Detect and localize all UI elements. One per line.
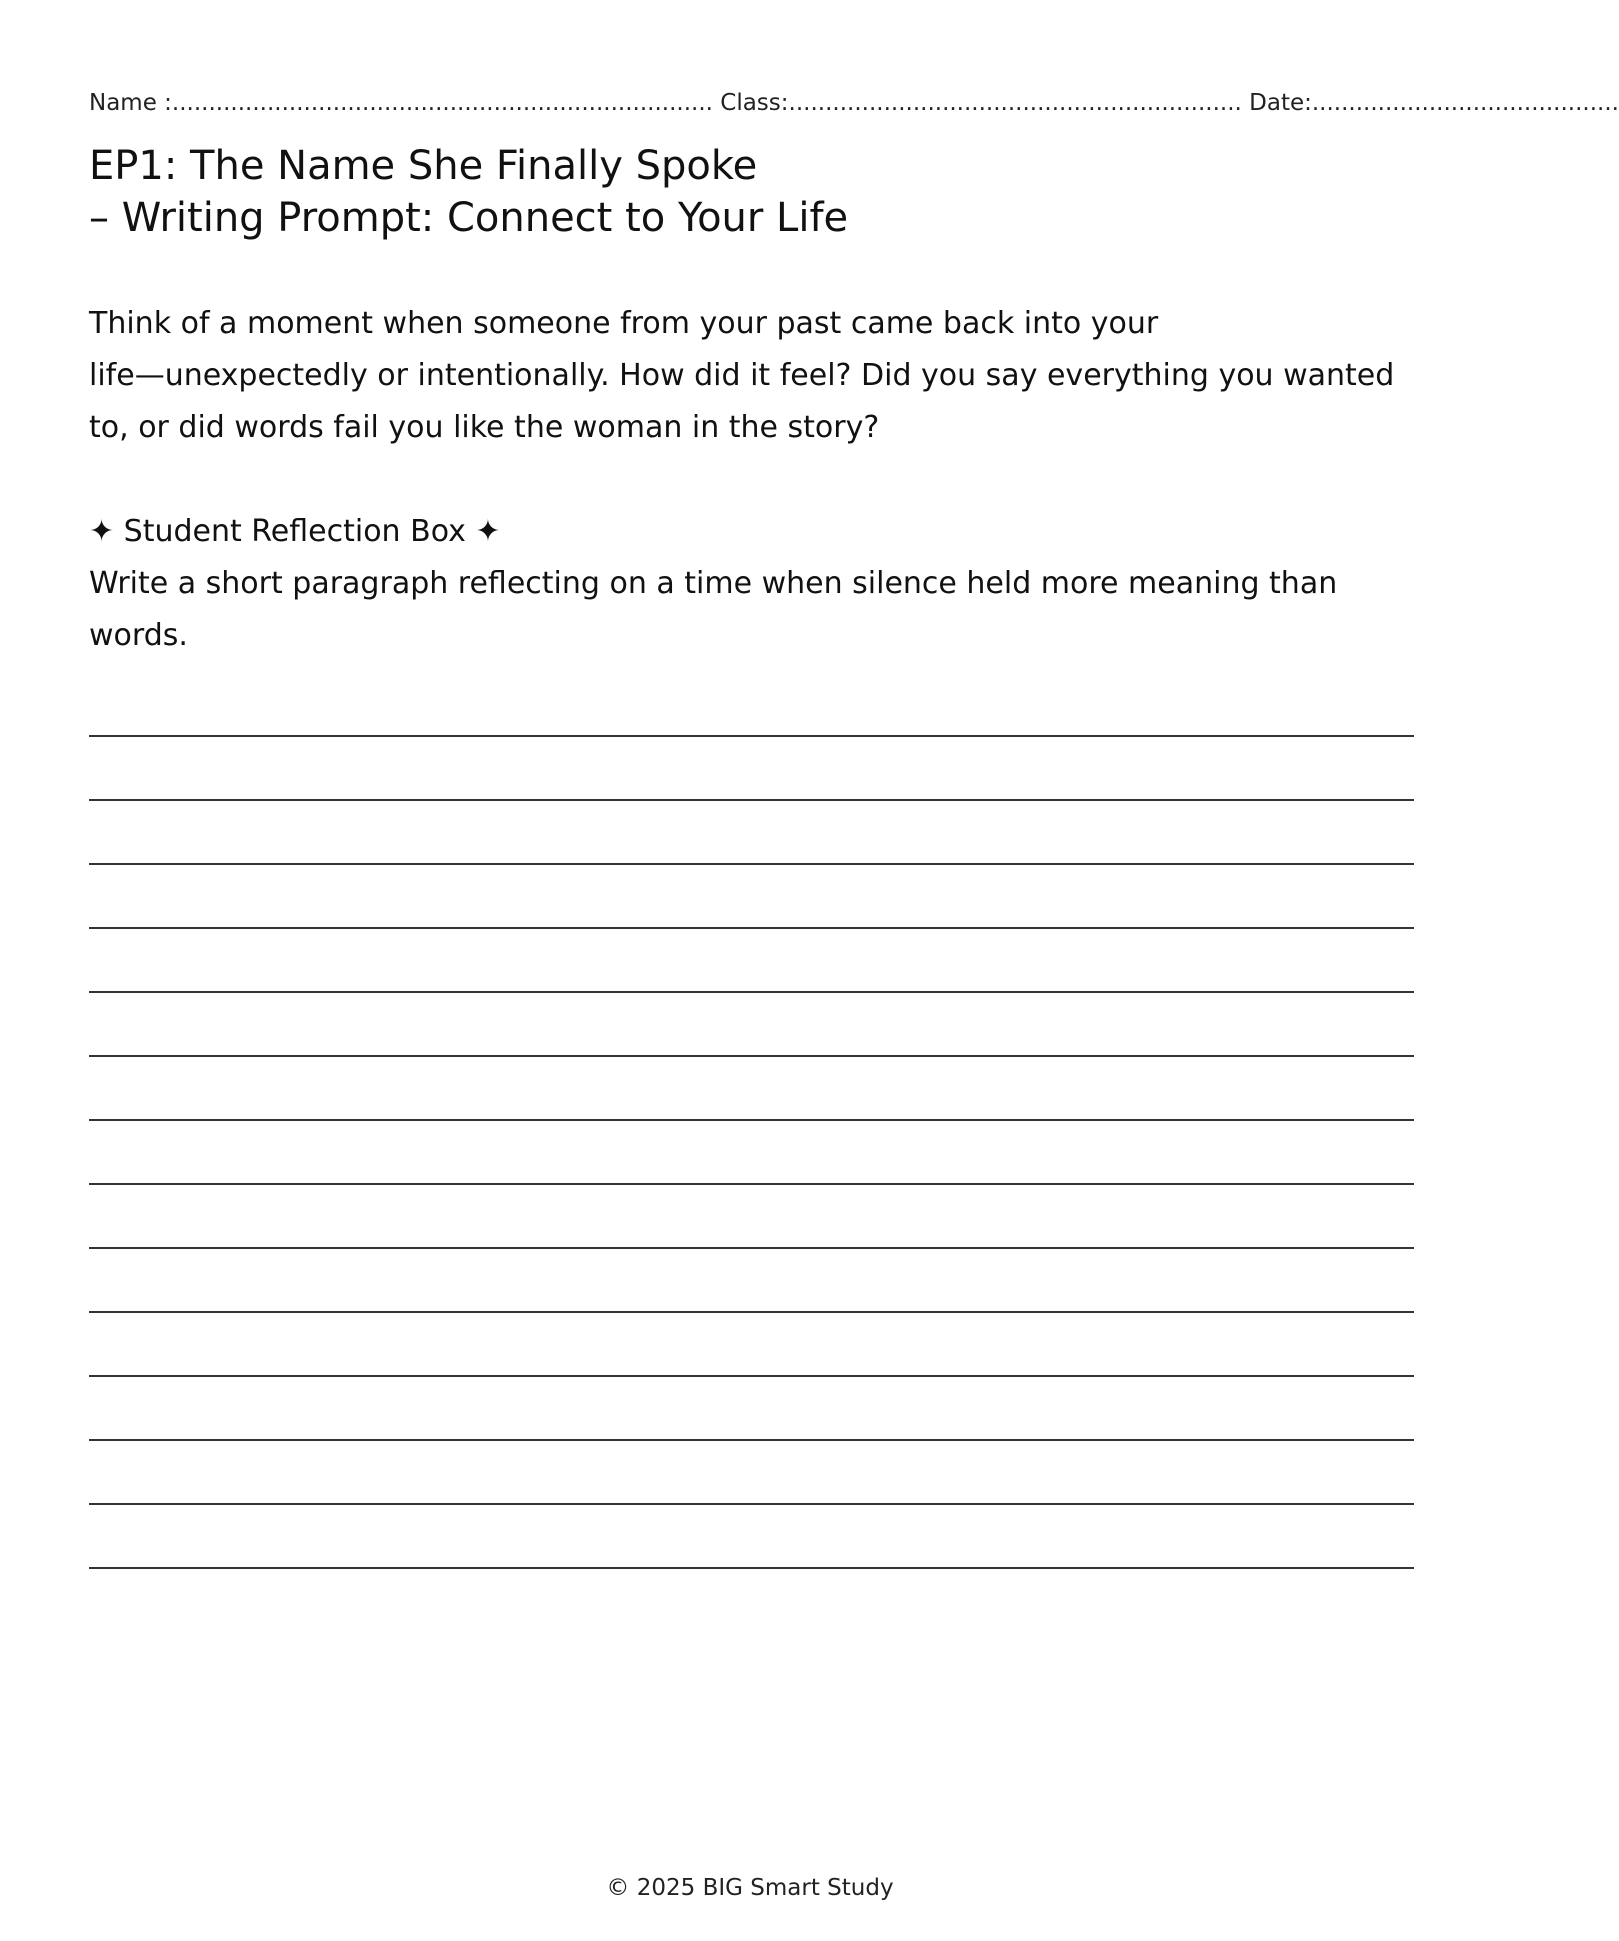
class-blank: .............................................................. bbox=[788, 90, 1242, 116]
prompt-line-2: life—unexpectedly or intentionally. How did it feel? Did you say everything you wanted bbox=[89, 358, 1395, 393]
writing-line[interactable] bbox=[89, 799, 1414, 801]
title-line-2: – Writing Prompt: Connect to Your Life bbox=[89, 195, 849, 241]
reflection-line-2: words. bbox=[89, 618, 188, 653]
writing-line[interactable] bbox=[89, 1567, 1414, 1569]
reflection-line-1: Write a short paragraph reflecting on a time when silence held more meaning than bbox=[89, 566, 1338, 601]
title-line-1: EP1: The Name She Finally Spoke bbox=[89, 143, 758, 189]
writing-line[interactable] bbox=[89, 1247, 1414, 1249]
writing-line[interactable] bbox=[89, 1311, 1414, 1313]
writing-line[interactable] bbox=[89, 863, 1414, 865]
prompt-line-3: to, or did words fail you like the woman in the story? bbox=[89, 410, 880, 445]
writing-line[interactable] bbox=[89, 1439, 1414, 1441]
writing-line[interactable] bbox=[89, 991, 1414, 993]
reflection-heading: ✦ Student Reflection Box ✦ bbox=[89, 514, 501, 549]
writing-lines-area[interactable] bbox=[89, 0, 1414, 1941]
name-label: Name : bbox=[89, 90, 172, 116]
writing-line[interactable] bbox=[89, 1119, 1414, 1121]
writing-line[interactable] bbox=[89, 1503, 1414, 1505]
writing-line[interactable] bbox=[89, 927, 1414, 929]
writing-line[interactable] bbox=[89, 1055, 1414, 1057]
writing-line[interactable] bbox=[89, 1183, 1414, 1185]
writing-line[interactable] bbox=[89, 1375, 1414, 1377]
date-label: Date: bbox=[1241, 90, 1312, 116]
name-blank: .......................................................................... bbox=[171, 90, 713, 116]
footer-copyright: © 2025 BIG Smart Study bbox=[606, 1875, 894, 1901]
prompt-line-1: Think of a moment when someone from your past came back into your bbox=[89, 306, 1159, 341]
date-blank: .......................................... bbox=[1311, 90, 1619, 116]
writing-line[interactable] bbox=[89, 735, 1414, 737]
class-label: Class: bbox=[712, 90, 789, 116]
